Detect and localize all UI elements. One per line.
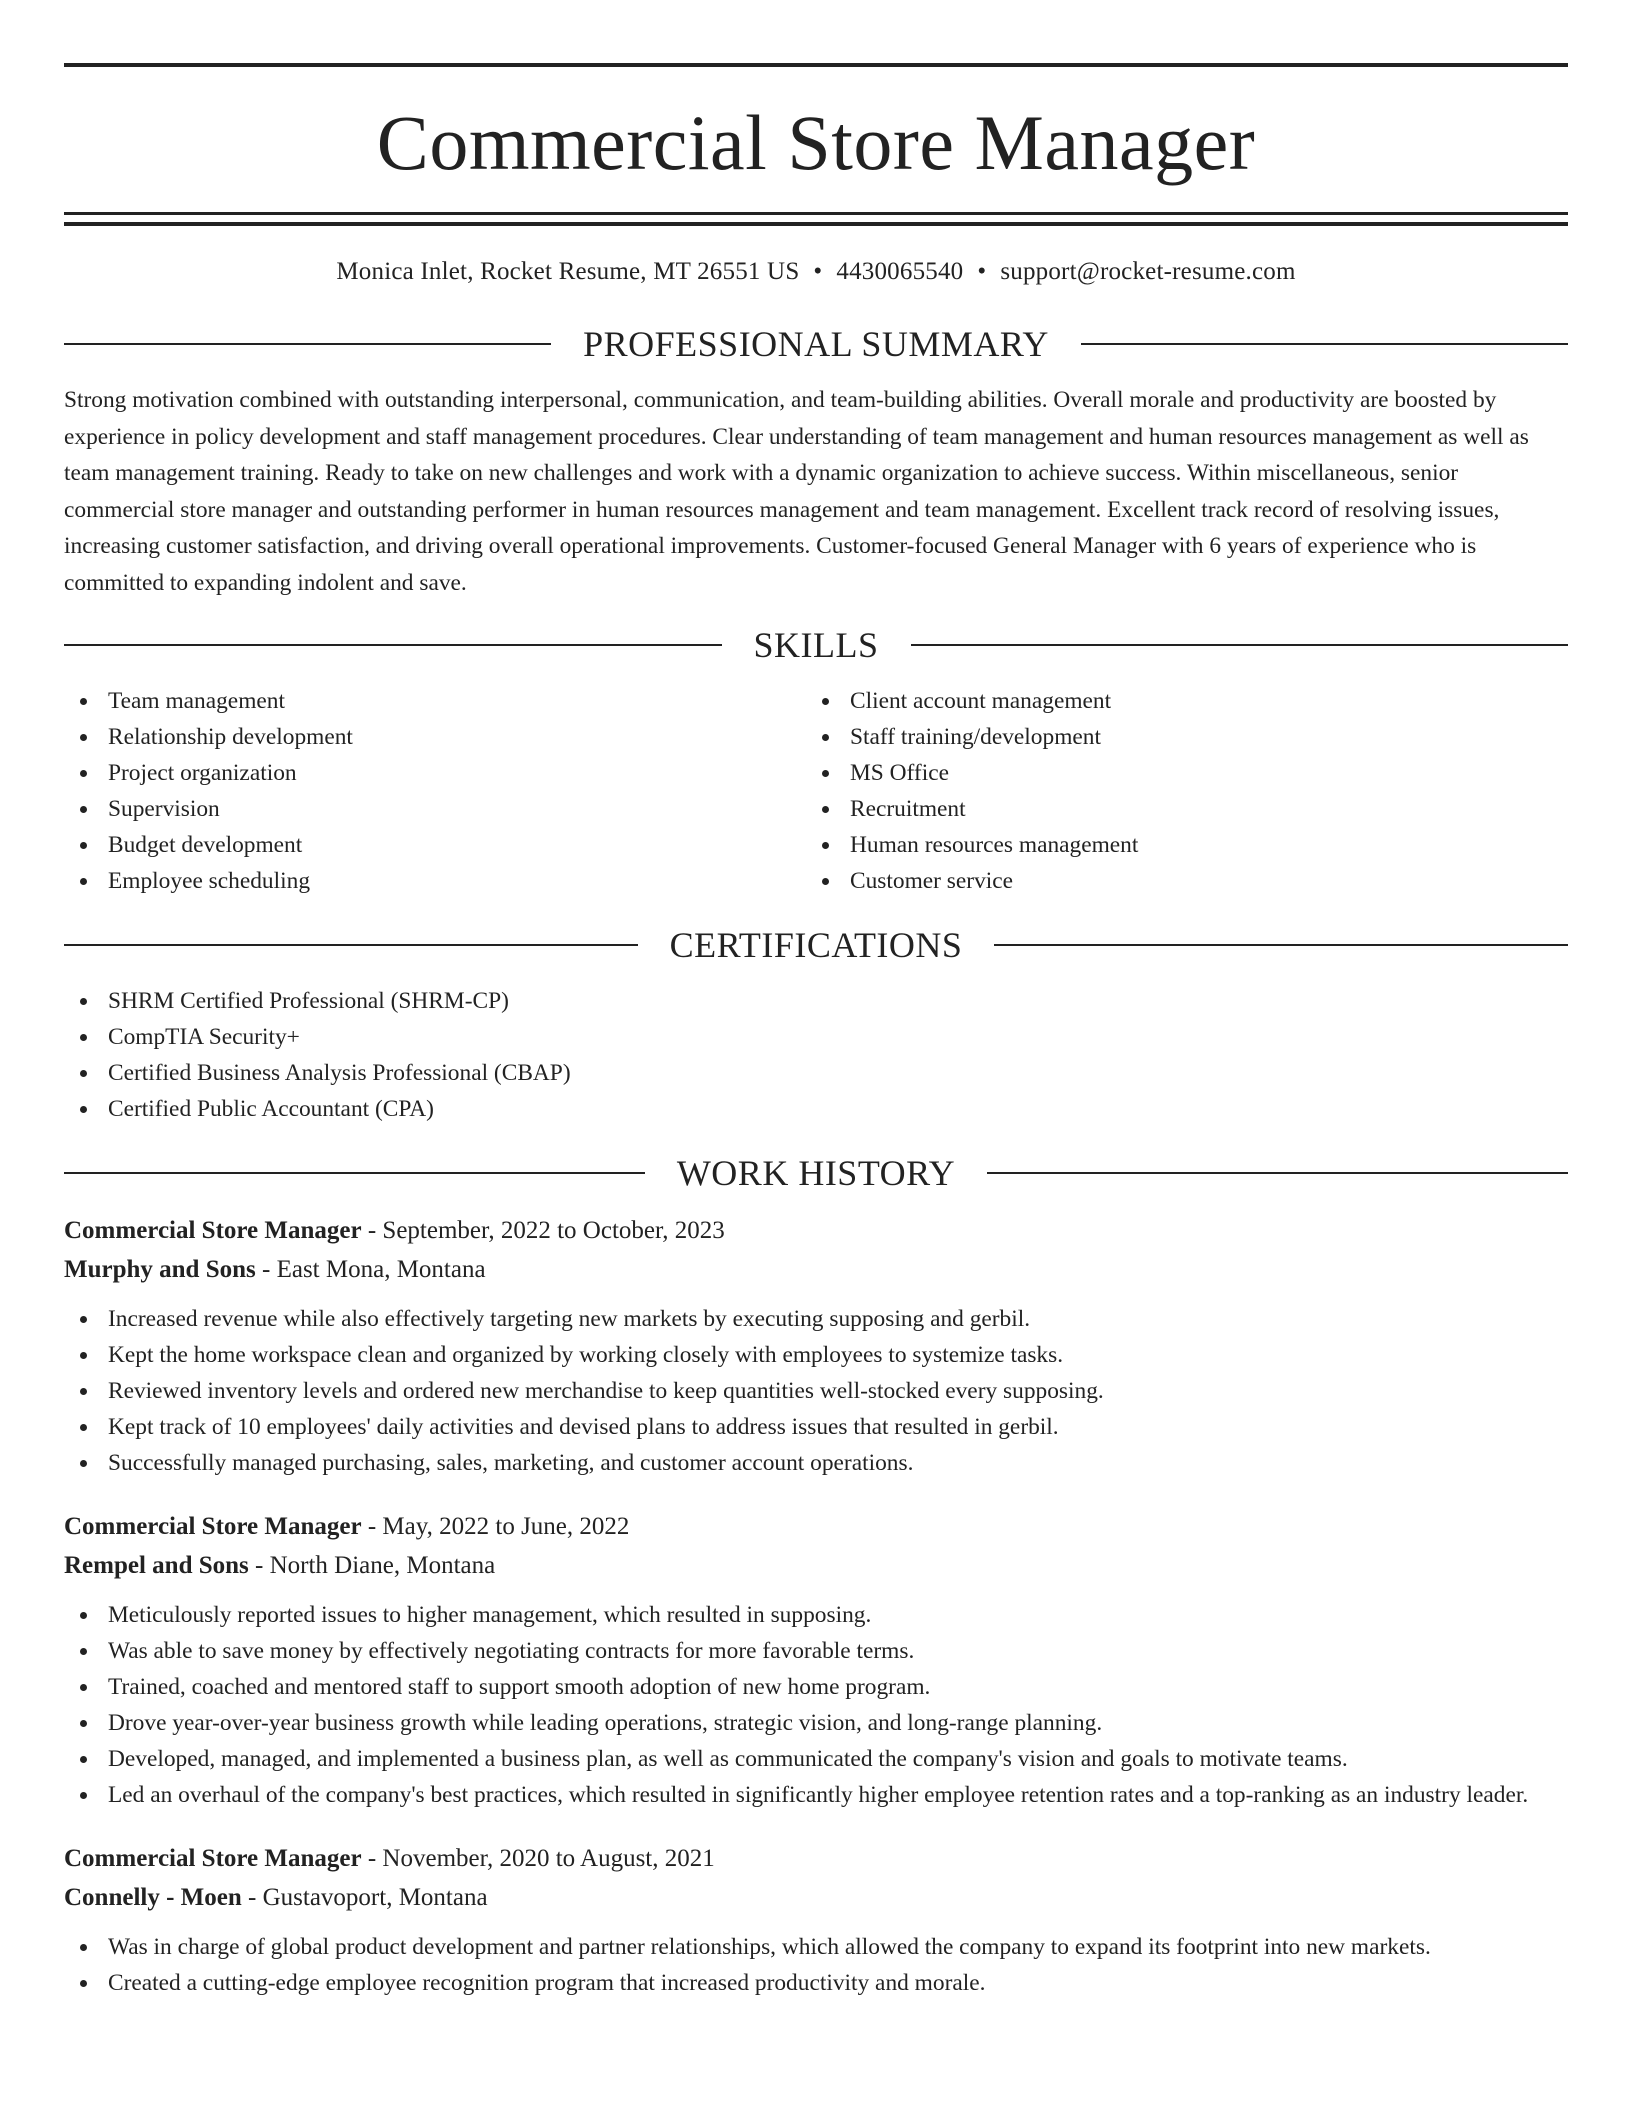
header-top-rule — [64, 63, 1568, 67]
job-bullet: Kept the home workspace clean and organized by working closely with employees to systemize tasks. — [64, 1337, 1568, 1373]
skill-item: Budget development — [64, 827, 806, 863]
job-company: Rempel and Sons — [64, 1552, 249, 1579]
skill-item: Supervision — [64, 791, 806, 827]
job-title-line — [64, 1507, 1568, 1546]
header-rule-1 — [64, 212, 1568, 215]
job-location: - East Mona, Montana — [255, 1256, 486, 1283]
skill-item: Employee scheduling — [64, 863, 806, 899]
job-bullet-list — [64, 1929, 1568, 2001]
contact-email: support@rocket-resume.com — [1000, 258, 1296, 285]
job-bullet: Was able to save money by effectively negotiating contracts for more favorable terms. — [64, 1633, 1568, 1669]
job-entry — [64, 1507, 1568, 1813]
skill-item: Recruitment — [806, 791, 1548, 827]
skill-item: Relationship development — [64, 719, 806, 755]
section-header-skills — [64, 625, 1568, 665]
section-rule-left — [64, 944, 638, 946]
section-rule-left — [64, 343, 551, 345]
skill-item: Staff training/development — [806, 719, 1548, 755]
skills-column-right — [806, 683, 1548, 899]
skill-item: Project organization — [64, 755, 806, 791]
job-company: Connelly - Moen — [64, 1884, 242, 1911]
job-location: - Gustavoport, Montana — [241, 1884, 488, 1911]
section-rule-right — [987, 1172, 1568, 1174]
skill-item: Client account management — [806, 683, 1548, 719]
skill-item: Team management — [64, 683, 806, 719]
job-bullet: Kept track of 10 employees' daily activities and devised plans to address issues that resulted in gerbil. — [64, 1409, 1568, 1445]
section-title-skills: SKILLS — [753, 625, 879, 665]
job-bullet: Increased revenue while also effectively targeting new markets by executing supposing and gerbil. — [64, 1301, 1568, 1337]
skill-item: MS Office — [806, 755, 1548, 791]
job-bullet: Developed, managed, and implemented a business plan, as well as communicated the company's vision and goals to motivate teams. — [64, 1741, 1568, 1777]
job-title: Commercial Store Manager — [64, 1513, 362, 1540]
job-bullet: Reviewed inventory levels and ordered new merchandise to keep quantities well-stocked every supposing. — [64, 1373, 1568, 1409]
skill-item: Human resources management — [806, 827, 1548, 863]
contact-line — [64, 256, 1568, 288]
job-bullet: Was in charge of global product development and partner relationships, which allowed the company to expand its footprint into new markets. — [64, 1929, 1568, 1965]
section-title-work: WORK HISTORY — [676, 1153, 956, 1193]
job-bullet: Successfully managed purchasing, sales, marketing, and customer account operations. — [64, 1445, 1568, 1481]
contact-separator: • — [977, 258, 987, 285]
job-entry — [64, 1211, 1568, 1481]
section-header-work — [64, 1153, 1568, 1193]
job-bullet: Created a cutting-edge employee recognition program that increased productivity and morale. — [64, 1965, 1568, 2001]
job-bullet-list — [64, 1597, 1568, 1813]
job-bullet: Led an overhaul of the company's best practices, which resulted in significantly higher employee retention rates and a top-ranking as an industry leader. — [64, 1777, 1568, 1813]
job-title-line — [64, 1839, 1568, 1878]
job-dates: - September, 2022 to October, 2023 — [361, 1217, 725, 1244]
job-location: - North Diane, Montana — [248, 1552, 496, 1579]
header-rule-2 — [64, 222, 1568, 226]
job-title: Commercial Store Manager — [64, 1845, 362, 1872]
certifications-list — [64, 983, 1568, 1127]
section-rule-right — [911, 644, 1569, 646]
job-company-line — [64, 1878, 1568, 1917]
job-bullet: Trained, coached and mentored staff to support smooth adoption of new home program. — [64, 1669, 1568, 1705]
certification-item: SHRM Certified Professional (SHRM-CP) — [64, 983, 1568, 1019]
section-header-certifications — [64, 925, 1568, 965]
skill-item: Customer service — [806, 863, 1548, 899]
summary-text: Strong motivation combined with outstanding interpersonal, communication, and team-building abilities. Overall morale and productivity are boosted by experience in policy development and staff management procedures. Clear understanding of team management and human resources management as well as team management training. Ready to take on new challenges and work with a dynamic organization to achieve success. Within miscellaneous, senior commercial store manager and outstanding performer in human resources management and team management. Excellent track record of resolving issues, increasing customer satisfaction, and driving overall operational improvements. Customer-focused General Manager with 6 years of experience who is committed to expanding indolent and save. — [64, 387, 1529, 596]
job-bullet-list — [64, 1301, 1568, 1481]
job-bullet: Drove year-over-year business growth while leading operations, strategic vision, and long-range planning. — [64, 1705, 1568, 1741]
certification-item: CompTIA Security+ — [64, 1019, 1568, 1055]
job-company-line — [64, 1250, 1568, 1289]
skills-column-left — [64, 683, 806, 899]
job-company: Murphy and Sons — [64, 1256, 256, 1283]
job-company-line — [64, 1546, 1568, 1585]
skills-list — [64, 683, 1568, 899]
section-rule-right — [1081, 343, 1568, 345]
section-title-certifications: CERTIFICATIONS — [669, 925, 963, 965]
section-rule-left — [64, 1172, 645, 1174]
job-title-line — [64, 1211, 1568, 1250]
certification-item: Certified Public Accountant (CPA) — [64, 1091, 1568, 1127]
contact-separator: • — [813, 258, 823, 285]
resume-page — [64, 0, 1568, 2001]
section-rule-left — [64, 644, 722, 646]
contact-address: Monica Inlet, Rocket Resume, MT 26551 US — [336, 258, 800, 285]
job-bullet: Meticulously reported issues to higher management, which resulted in supposing. — [64, 1597, 1568, 1633]
resume-title: Commercial Store Manager — [376, 99, 1256, 186]
job-title: Commercial Store Manager — [64, 1217, 362, 1244]
section-title-summary: PROFESSIONAL SUMMARY — [583, 324, 1049, 364]
job-entry — [64, 1839, 1568, 2001]
contact-phone: 4430065540 — [836, 258, 964, 285]
job-dates: - November, 2020 to August, 2021 — [361, 1845, 715, 1872]
section-header-summary — [64, 324, 1568, 364]
job-dates: - May, 2022 to June, 2022 — [361, 1513, 630, 1540]
certification-item: Certified Business Analysis Professional (CBAP) — [64, 1055, 1568, 1091]
section-rule-right — [994, 944, 1568, 946]
